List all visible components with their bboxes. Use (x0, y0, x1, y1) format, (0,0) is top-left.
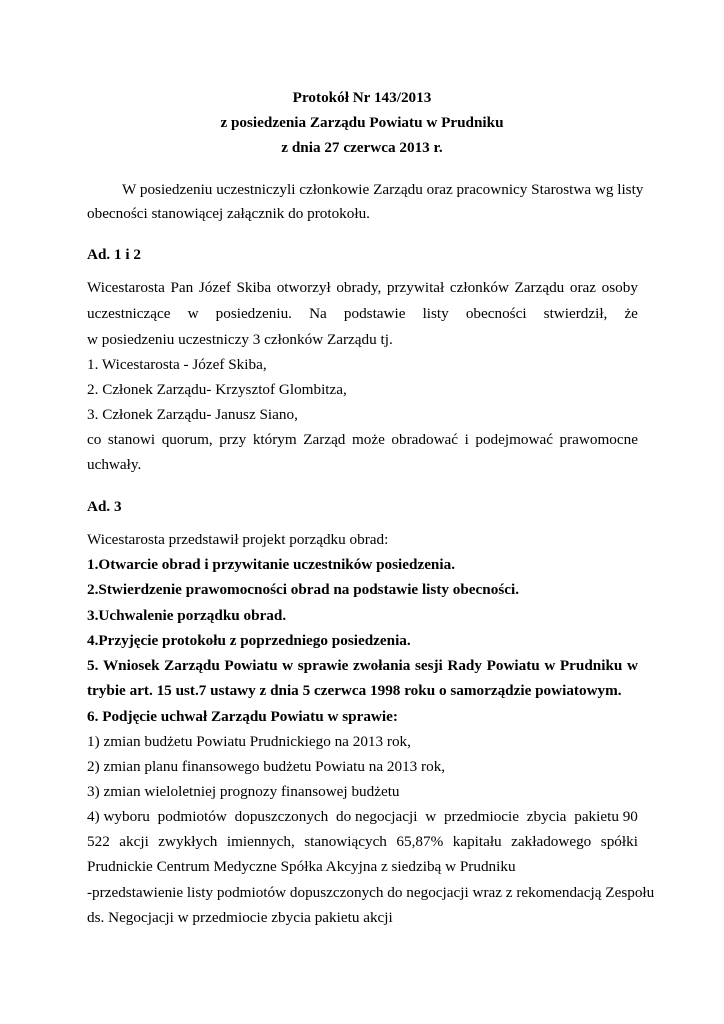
agenda-subitem-4-line-2 (87, 833, 638, 851)
member-item: 2. Członek Zarządu- Krzysztof Glombitza, (87, 381, 347, 398)
word: Powiatu (224, 657, 278, 674)
word: pakietu 90 (574, 808, 638, 825)
word: zbycia (526, 808, 567, 825)
para1-line-1 (87, 279, 638, 297)
word: Wniosek (102, 657, 160, 674)
word: Prudniku (559, 657, 623, 674)
word: w (425, 808, 437, 825)
word: 4) wyboru (87, 808, 150, 825)
protocol-subtitle: z posiedzenia Zarządu Powiatu w Prudniku (220, 114, 504, 131)
word: akcji (119, 833, 149, 850)
word: osoby (601, 279, 638, 296)
word: co (87, 431, 102, 448)
word: przywitał (386, 279, 445, 296)
word: zwołania (352, 657, 411, 674)
word: posiedzeniu. (215, 305, 292, 322)
agenda-subitem-4-line-1 (87, 808, 638, 826)
word: kapitału (452, 833, 502, 850)
word: quorum, (161, 431, 213, 448)
word: obrady, (336, 279, 382, 296)
word: sesji (414, 657, 443, 674)
agenda-intro: Wicestarosta przedstawił projekt porządku obrad: (87, 531, 389, 548)
agenda-subitem: 2) zmian planu finansowego budżetu Powiatu na 2013 rok, (87, 758, 446, 775)
word: może (351, 431, 385, 448)
agenda-item: 2.Stwierdzenie prawomocności obrad na podstawie listy obecności. (87, 581, 519, 598)
word: Zarząd (303, 431, 346, 448)
word: do negocjacji (336, 808, 418, 825)
word: sprawie (297, 657, 349, 674)
word: Na (309, 305, 327, 322)
protocol-title: Protokół Nr 143/2013 (292, 89, 432, 106)
agenda-subitem: 3) zmian wieloletniej prognozy finansowej budżetu (87, 783, 400, 800)
member-item: 1. Wicestarosta - Józef Skiba, (87, 356, 267, 373)
word: w (187, 305, 199, 322)
para2-line-2: uchwały. (87, 456, 142, 473)
word: zwykłych (158, 833, 218, 850)
word: 65,87% (396, 833, 444, 850)
agenda-subitem-4-line-4: -przedstawienie listy podmiotów dopuszczonych do negocjacji wraz z rekomendacją Zespołu (87, 884, 655, 901)
agenda-item: 3.Uchwalenie porządku obrad. (87, 607, 287, 624)
word: stanowi (107, 431, 156, 448)
agenda-item: 1.Otwarcie obrad i przywitanie uczestników posiedzenia. (87, 556, 455, 573)
word: podmiotów (157, 808, 227, 825)
word: imiennych, (226, 833, 295, 850)
word: i (464, 431, 469, 448)
agenda-item-6-heading: 6. Podjęcie uchwał Zarządu Powiatu w sprawie: (87, 708, 398, 725)
word: stanowiących (304, 833, 387, 850)
word: dopuszczonych (234, 808, 329, 825)
para1-line-2 (87, 305, 638, 323)
word: w (544, 657, 556, 674)
section-heading-ad-3: Ad. 3 (87, 498, 122, 515)
section-heading-ad-1-2: Ad. 1 i 2 (87, 246, 142, 263)
para1-line-3: w posiedzeniu uczestniczy 3 członków Zarządu tj. (87, 331, 393, 348)
word: obradować (391, 431, 459, 448)
word: którym (252, 431, 297, 448)
word: członków (449, 279, 509, 296)
word: listy (422, 305, 449, 322)
word: przedmiocie (443, 808, 520, 825)
word: Józef (198, 279, 231, 296)
agenda-subitem: 1) zmian budżetu Powiatu Prudnickiego na 2013 rok, (87, 733, 411, 750)
agenda-item-5-line-2: trybie art. 15 ust.7 ustawy z dnia 5 czerwca 1998 roku o samorządzie powiatowym. (87, 682, 622, 699)
word: Pan (170, 279, 194, 296)
word: Skiba (236, 279, 272, 296)
word: że (624, 305, 638, 322)
word: Rady (447, 657, 482, 674)
agenda-item: 4.Przyjęcie protokołu z poprzedniego posiedzenia. (87, 632, 411, 649)
word: Powiatu (486, 657, 540, 674)
intro-line-2: obecności stanowiącej załącznik do protokołu. (87, 205, 370, 222)
word: 522 (87, 833, 110, 850)
agenda-item-5-line-1 (87, 657, 638, 675)
word: zakładowego (511, 833, 592, 850)
word: 5. (87, 657, 99, 674)
word: w (626, 657, 638, 674)
agenda-subitem-4-line-3: Prudnickie Centrum Medyczne Spółka Akcyjna z siedzibą w Prudniku (87, 858, 516, 875)
word: w (282, 657, 294, 674)
agenda-subitem-4-line-5: ds. Negocjacji w przedmiocie zbycia pakietu akcji (87, 909, 393, 926)
para2-line-1 (87, 431, 638, 449)
word: Zarządu (514, 279, 565, 296)
word: otworzył (276, 279, 331, 296)
word: Wicestarosta (87, 279, 165, 296)
word: spółki (600, 833, 638, 850)
member-item: 3. Członek Zarządu- Janusz Siano, (87, 406, 298, 423)
word: uczestniczące (87, 305, 171, 322)
word: podejmować (475, 431, 553, 448)
word: oraz (569, 279, 597, 296)
word: stwierdził, (543, 305, 608, 322)
word: podstawie (343, 305, 406, 322)
protocol-date: z dnia 27 czerwca 2013 r. (281, 139, 443, 156)
word: Zarządu (164, 657, 220, 674)
word: przy (219, 431, 247, 448)
word: prawomocne (559, 431, 638, 448)
intro-line-1: W posiedzeniu uczestniczyli członkowie Zarządu oraz pracownicy Starostwa wg listy (122, 181, 644, 198)
word: obecności (465, 305, 527, 322)
